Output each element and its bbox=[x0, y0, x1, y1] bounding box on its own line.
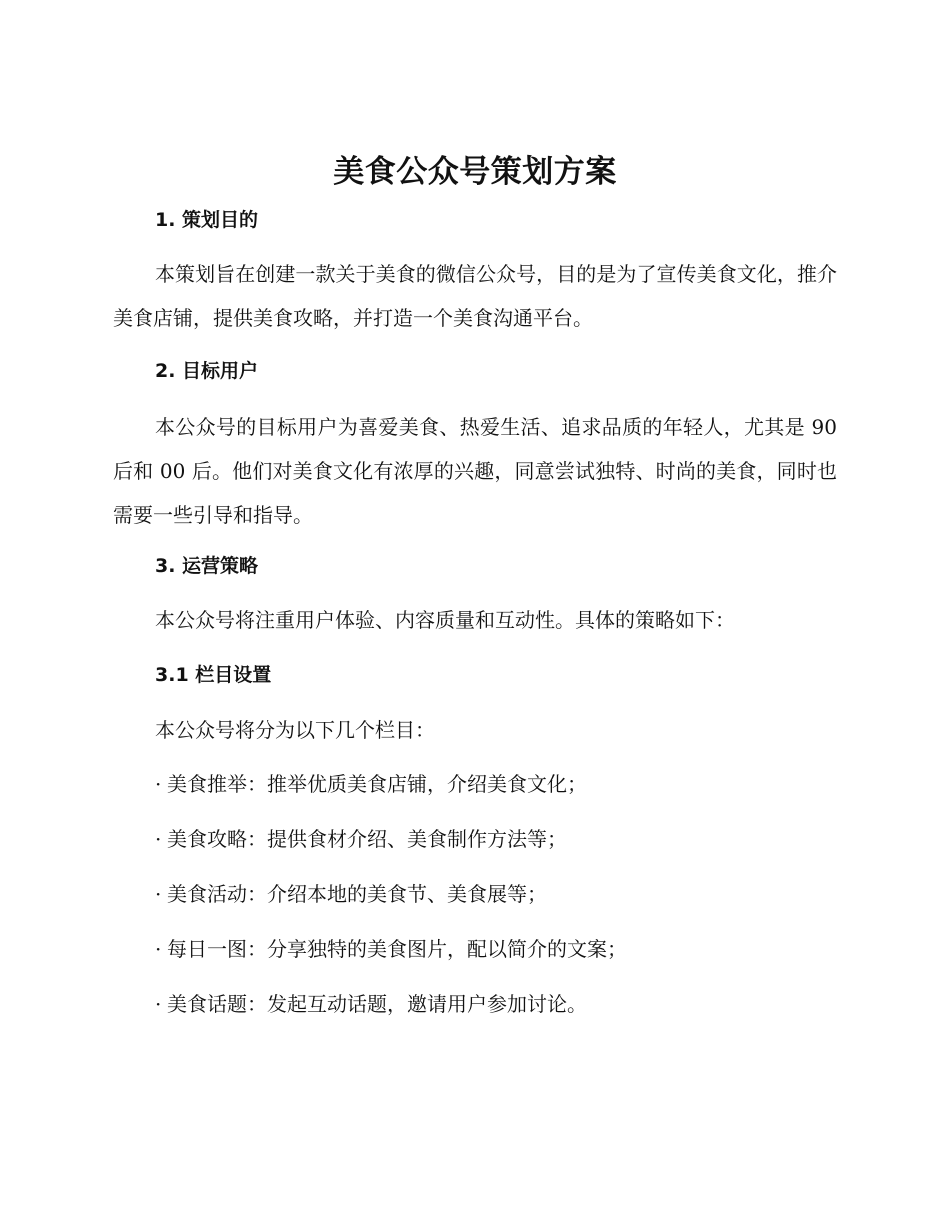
list-item-text: 美食话题：发起互动话题，邀请用户参加讨论。 bbox=[167, 992, 587, 1016]
section-paragraph-operation-strategy: 本公众号将注重用户体验、内容质量和互动性。具体的策略如下： bbox=[155, 608, 735, 632]
section-heading-purpose: 1. 策划目的 bbox=[155, 209, 259, 231]
section-paragraph-target-users: 本公众号的目标用户为喜爱美食、热爱生活、追求品质的年轻人，尤其是 90 后和 00 后。他们对美食文化有浓厚的兴趣，同意尝试独特、时尚的美食，同时也需要一些引导和指导。 bbox=[113, 415, 837, 527]
bullet-icon: · bbox=[155, 827, 162, 851]
section-heading-column-settings: 3.1 栏目设置 bbox=[155, 664, 272, 686]
list-item-text: 美食攻略：提供食材介绍、美食制作方法等； bbox=[167, 827, 567, 851]
document-title: 美食公众号策划方案 bbox=[333, 154, 617, 190]
section-paragraph-column-settings: 本公众号将分为以下几个栏目： bbox=[155, 718, 435, 742]
bullet-icon: · bbox=[155, 992, 162, 1016]
bullet-icon: · bbox=[155, 937, 162, 961]
list-item-text: 美食活动：介绍本地的美食节、美食展等； bbox=[167, 882, 547, 906]
section-heading-target-users: 2. 目标用户 bbox=[155, 360, 259, 382]
bullet-icon: · bbox=[155, 882, 162, 906]
list-item-text: 美食推举：推举优质美食店铺，介绍美食文化； bbox=[167, 772, 587, 796]
list-item-text: 每日一图：分享独特的美食图片，配以简介的文案； bbox=[167, 937, 627, 961]
section-paragraph-purpose: 本策划旨在创建一款关于美食的微信公众号，目的是为了宣传美食文化，推介美食店铺，提供美食攻略，并打造一个美食沟通平台。 bbox=[113, 262, 837, 330]
list-item bbox=[155, 823, 567, 855]
bullet-icon: · bbox=[155, 772, 162, 796]
list-item bbox=[155, 988, 587, 1020]
list-item bbox=[155, 768, 587, 800]
section-heading-operation-strategy: 3. 运营策略 bbox=[155, 555, 259, 577]
list-item bbox=[155, 878, 547, 910]
list-item bbox=[155, 933, 627, 965]
